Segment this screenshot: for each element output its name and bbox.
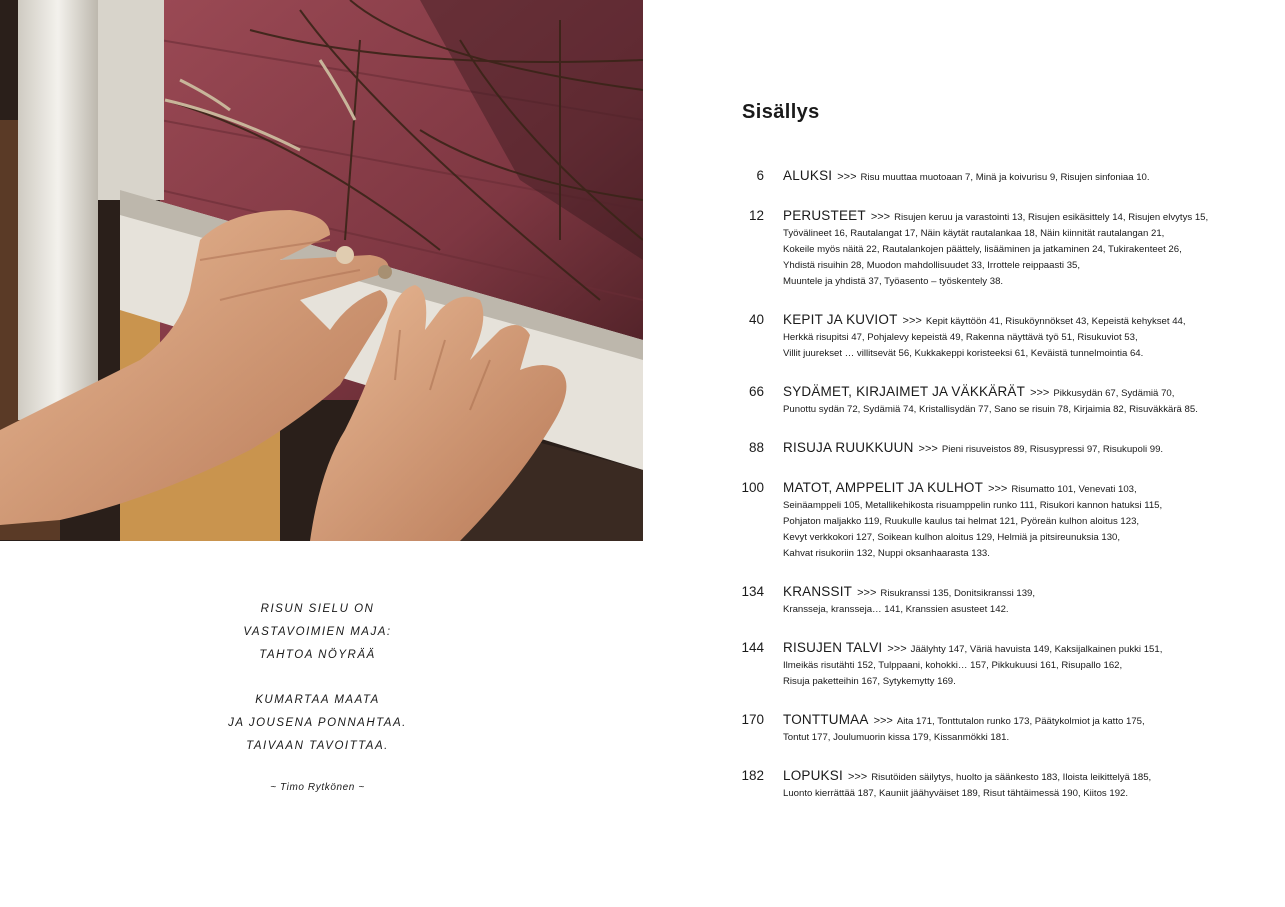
poem-line: TAHTOA NÖYRÄÄ	[259, 649, 376, 661]
toc-arrows: >>>	[1030, 387, 1050, 399]
toc-page-number: 40	[748, 312, 764, 327]
toc-subsection-line: Ilmeikäs risutähti 152, Tulppaani, kohokki… 157, Pikkukuusi 161, Risupallo 162,	[783, 660, 1123, 671]
toc-arrows: >>>	[902, 315, 922, 327]
toc-page-number: 12	[748, 208, 764, 223]
toc-subsection-line: Risutöiden säilytys, huolto ja säänkesto 183, Iloista leikittelyä 185,	[871, 772, 1152, 783]
toc-arrows: >>>	[847, 771, 868, 783]
toc-arrows: >>>	[918, 443, 938, 455]
toc-arrows: >>>	[988, 483, 1008, 495]
cover-photo	[0, 0, 643, 541]
toc-subsection-line: Kahvat risukoriin 132, Nuppi oksanhaarasta 133.	[783, 548, 990, 559]
toc-subsection-line: Risujen keruu ja varastointi 13, Risujen esikäsittely 14, Risujen elvytys 15,	[894, 212, 1209, 223]
toc-subsection-line: Kepit käyttöön 41, Risuköynnökset 43, Kepeistä kehykset 44,	[925, 316, 1186, 327]
toc-arrows: >>>	[870, 211, 891, 223]
toc-subsection-line: Kevyt verkkokori 127, Soikean kulhon aloitus 129, Helmiä ja pitsireunuksia 130,	[783, 532, 1121, 543]
toc-subsection-line: Jäälyhty 147, Väriä havuista 149, Kaksijalkainen pukki 151,	[910, 644, 1163, 655]
toc-subsection-line: Pieni risuveistos 89, Risusypressi 97, Risukupoli 99.	[941, 444, 1164, 455]
toc-chapter-heading: MATOT, AMPPELIT JA KULHOT	[783, 480, 984, 495]
toc-subsection-line: Risuja paketteihin 167, Sytykemytty 169.	[783, 676, 956, 687]
toc-subsection-line: Punottu sydän 72, Sydämiä 74, Kristallisydän 77, Sano se risuin 78, Kirjaimia 82, Risuväkkärä 85.	[783, 404, 1198, 415]
toc-chapter-heading: KEPIT JA KUVIOT	[783, 312, 898, 327]
toc-page-number: 100	[741, 480, 764, 495]
toc-arrows: >>>	[837, 171, 857, 183]
toc-chapter-heading: ALUKSI	[783, 168, 833, 183]
toc-chapter-heading: TONTTUMAA	[783, 712, 869, 727]
toc-subsection-line: Muuntele ja yhdistä 37, Työasento – työskentely 38.	[783, 276, 1004, 287]
toc-subsection-line: Kransseja, kransseja… 141, Kranssien asusteet 142.	[783, 604, 1009, 615]
poem-line: RISUN SIELU ON	[260, 603, 375, 615]
toc-subsection-line: Villit juurekset … villitsevät 56, Kukkakeppi koristeeksi 61, Keväistä tunnelmointia 64.	[783, 348, 1144, 359]
poem-line: KUMARTAA MAATA	[255, 694, 380, 706]
toc-page-number: 134	[741, 584, 764, 599]
toc-chapter-heading: RISUJEN TALVI	[783, 640, 883, 655]
toc-page-number: 170	[741, 712, 764, 727]
toc-page-number: 88	[748, 440, 764, 455]
poem-line: TAIVAAN TAVOITTAA.	[246, 740, 389, 752]
poem-line: VASTAVOIMIEN MAJA:	[243, 626, 392, 638]
toc-page-number: 182	[741, 768, 764, 783]
toc-page-number: 6	[756, 168, 764, 183]
toc-arrows: >>>	[857, 587, 877, 599]
toc-chapter-heading: LOPUKSI	[783, 768, 843, 783]
poem	[0, 598, 635, 793]
toc-chapter-heading: PERUSTEET	[783, 208, 866, 223]
toc-subsection-line: Aita 171, Tonttutalon runko 173, Päätykolmiot ja katto 175,	[896, 716, 1145, 727]
page-title: Sisällys	[742, 101, 820, 123]
toc-subsection-line: Pikkusydän 67, Sydämiä 70,	[1053, 388, 1175, 399]
toc-subsection-line: Kokeile myös näitä 22, Rautalankojen päättely, lisääminen ja jatkaminen 24, Tukirakenteet 26,	[783, 244, 1182, 255]
toc-subsection-line: Risukranssi 135, Donitsikranssi 139,	[880, 588, 1036, 599]
toc-arrows: >>>	[873, 715, 893, 727]
toc-subsection-line: Tontut 177, Joulumuorin kissa 179, Kissanmökki 181.	[783, 732, 1010, 743]
toc-subsection-line: Yhdistä risuihin 28, Muodon mahdollisuudet 33, Irrottele reippaasti 35,	[783, 260, 1081, 271]
toc-chapter-heading: KRANSSIT	[783, 584, 853, 599]
toc-subsection-line: Pohjaton maljakko 119, Ruukulle kaulus tai helmat 121, Pyöreän kulhon aloitus 123,	[783, 516, 1140, 527]
toc-subsection-line: Herkkä risupitsi 47, Pohjalevy kepeistä 49, Rakenna näyttävä työ 51, Risukuviot 53,	[783, 332, 1138, 343]
toc-subsection-line: Risu muuttaa muotoaan 7, Minä ja koivurisu 9, Risujen sinfoniaa 10.	[860, 172, 1150, 183]
toc-subsection-line: Luonto kierrättää 187, Kauniit jäähyväiset 189, Risut tähtäimessä 190, Kiitos 192.	[783, 788, 1129, 799]
toc-subsection-line: Työvälineet 16, Rautalangat 17, Näin käytät rautalankaa 18, Näin kiinnität rautalangan 21,	[783, 228, 1165, 239]
toc-arrows: >>>	[887, 643, 907, 655]
toc-page-number: 144	[741, 640, 764, 655]
poem-author: ~ Timo Rytkönen ~	[270, 782, 365, 793]
poem-line: JA JOUSENA PONNAHTAA.	[228, 717, 407, 729]
toc-subsection-line: Risumatto 101, Venevati 103,	[1011, 484, 1137, 495]
toc-page-number: 66	[748, 384, 764, 399]
toc-chapter-heading: SYDÄMET, KIRJAIMET JA VÄKKÄRÄT	[783, 384, 1026, 399]
toc-subsection-line: Seinäamppeli 105, Metallikehikosta risuamppelin runko 111, Risukori kannon hatuksi 115,	[783, 500, 1163, 511]
toc-chapter-heading: RISUJA RUUKKUUN	[783, 440, 914, 455]
